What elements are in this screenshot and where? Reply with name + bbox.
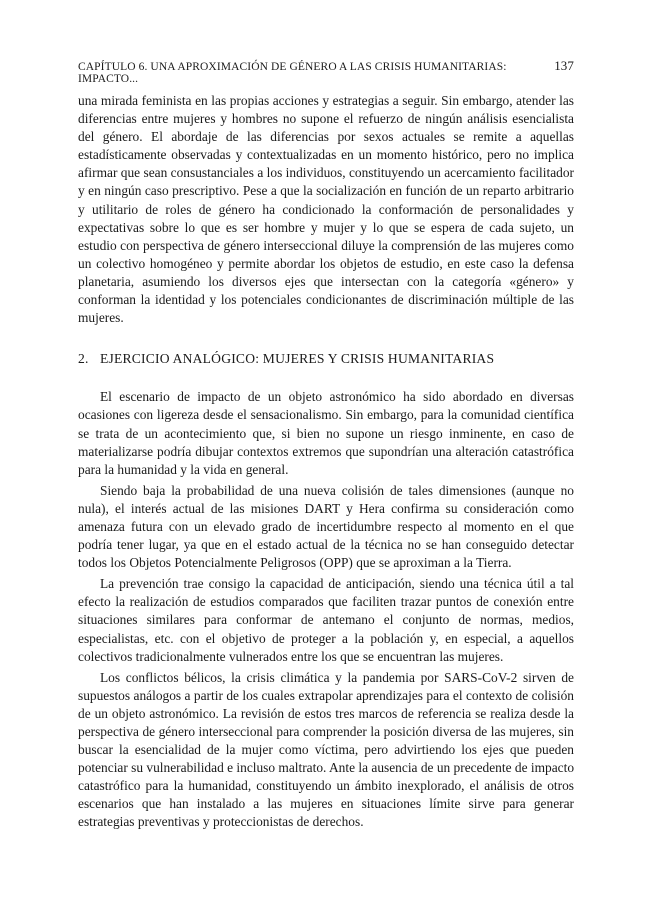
- paragraph: Los conflictos bélicos, la crisis climática y la pandemia por SARS-CoV-2 sirven de supuestos análogos a partir de los cuales extrapolar aprendizajes para el contexto de colisión de un objeto astronómico. La revisión de estos tres marcos de referencia se realiza desde la perspectiva de género interseccional para comprender la posición diversa de las mujeres, sin buscar la esencialidad de la mujer como víctima, pero advirtiendo los ejes que pueden potenciar su vulnerabilidad e incluso maltrato. Ante la ausencia de un precedente de impacto catastrófico para la humanidad, constituyendo un ámbito inexplorado, el análisis de otros escenarios que han instalado a las mujeres en situaciones límite sirve para generar estrategias preventivas y proteccionistas de derechos.: [78, 669, 575, 830]
- page-body: [78, 92, 574, 832]
- section-number: 2.: [78, 351, 89, 367]
- paragraph: El escenario de impacto de un objeto astronómico ha sido abordado en diversas ocasiones con ligereza desde el sensacionalismo. Sin embargo, para la comunidad científica se trata de un acontecimiento que, si bien no supone un riesgo inminente, en caso de materializarse podría dibujar contextos extremos que supondrían una alteración catastrófica para la humanidad y la vida en general.: [78, 389, 574, 477]
- section-title: EJERCICIO ANALÓGICO: MUJERES Y CRISIS HUMANITARIAS: [100, 351, 495, 367]
- paragraph: Siendo baja la probabilidad de una nueva colisión de tales dimensiones (aunque no nula), el interés actual de las misiones DART y Hera confirma su consideración como amenaza futura con un elevado grado de incertidumbre respecto al momento en el que podría tener lugar, ya que en el estado actual de la técnica no se han conseguido detectar todos los Objetos Potencialmente Peligrosos (OPP) que se aproximan a la Tierra.: [78, 482, 574, 571]
- intro-paragraph: una mirada feminista en las propias acciones y estrategias a seguir. Sin embargo, atender las diferencias entre mujeres y hombres no supone el refuerzo de ningún análisis esencialista del género. El abordaje de las diferencias por sexos actuales se remite a aquellas estadísticamente observadas y contextualizadas en un momento histórico, pero no implica afirmar que sean consustanciales a los individuos, constituyendo un acercamiento facilitador y en ningún caso prescriptivo. Pese a que la socialización en función de un reparto arbitrario y utilitario de roles de género ha condicionado la conformación de personalidades y expectativas sobre lo que es ser hombre y mujer y lo que se espera de cada sujeto, un estudio con perspectiva de género interseccional diluye la comprensión de las mujeres como un colectivo homogéneo y permite abordar los objetos de estudio, en este caso la defensa planetaria, asumiendo los diversos ejes que intersectan con la categoría «género» y conforman la identidad y los potenciales condicionantes de discriminación múltiple de las mujeres.: [78, 93, 574, 326]
- paragraph: La prevención trae consigo la capacidad de anticipación, siendo una técnica útil a tal efecto la realización de estudios comparados que faciliten trazar puntos de conexión entre situaciones similares para conformar de antemano el conjunto de normas, medios, especialistas, etc. con el objetivo de proteger a la población y, en especial, a aquellos colectivos tradicionalmente vulnerados entre los que se encuentran las mujeres.: [78, 576, 574, 664]
- running-title: CAPÍTULO 6. UNA APROXIMACIÓN DE GÉNERO A LAS CRISIS HUMANITARIAS: IMPACTO...: [78, 61, 507, 85]
- running-header: [78, 58, 574, 85]
- page-number: 137: [554, 58, 574, 73]
- section-heading: [78, 350, 574, 368]
